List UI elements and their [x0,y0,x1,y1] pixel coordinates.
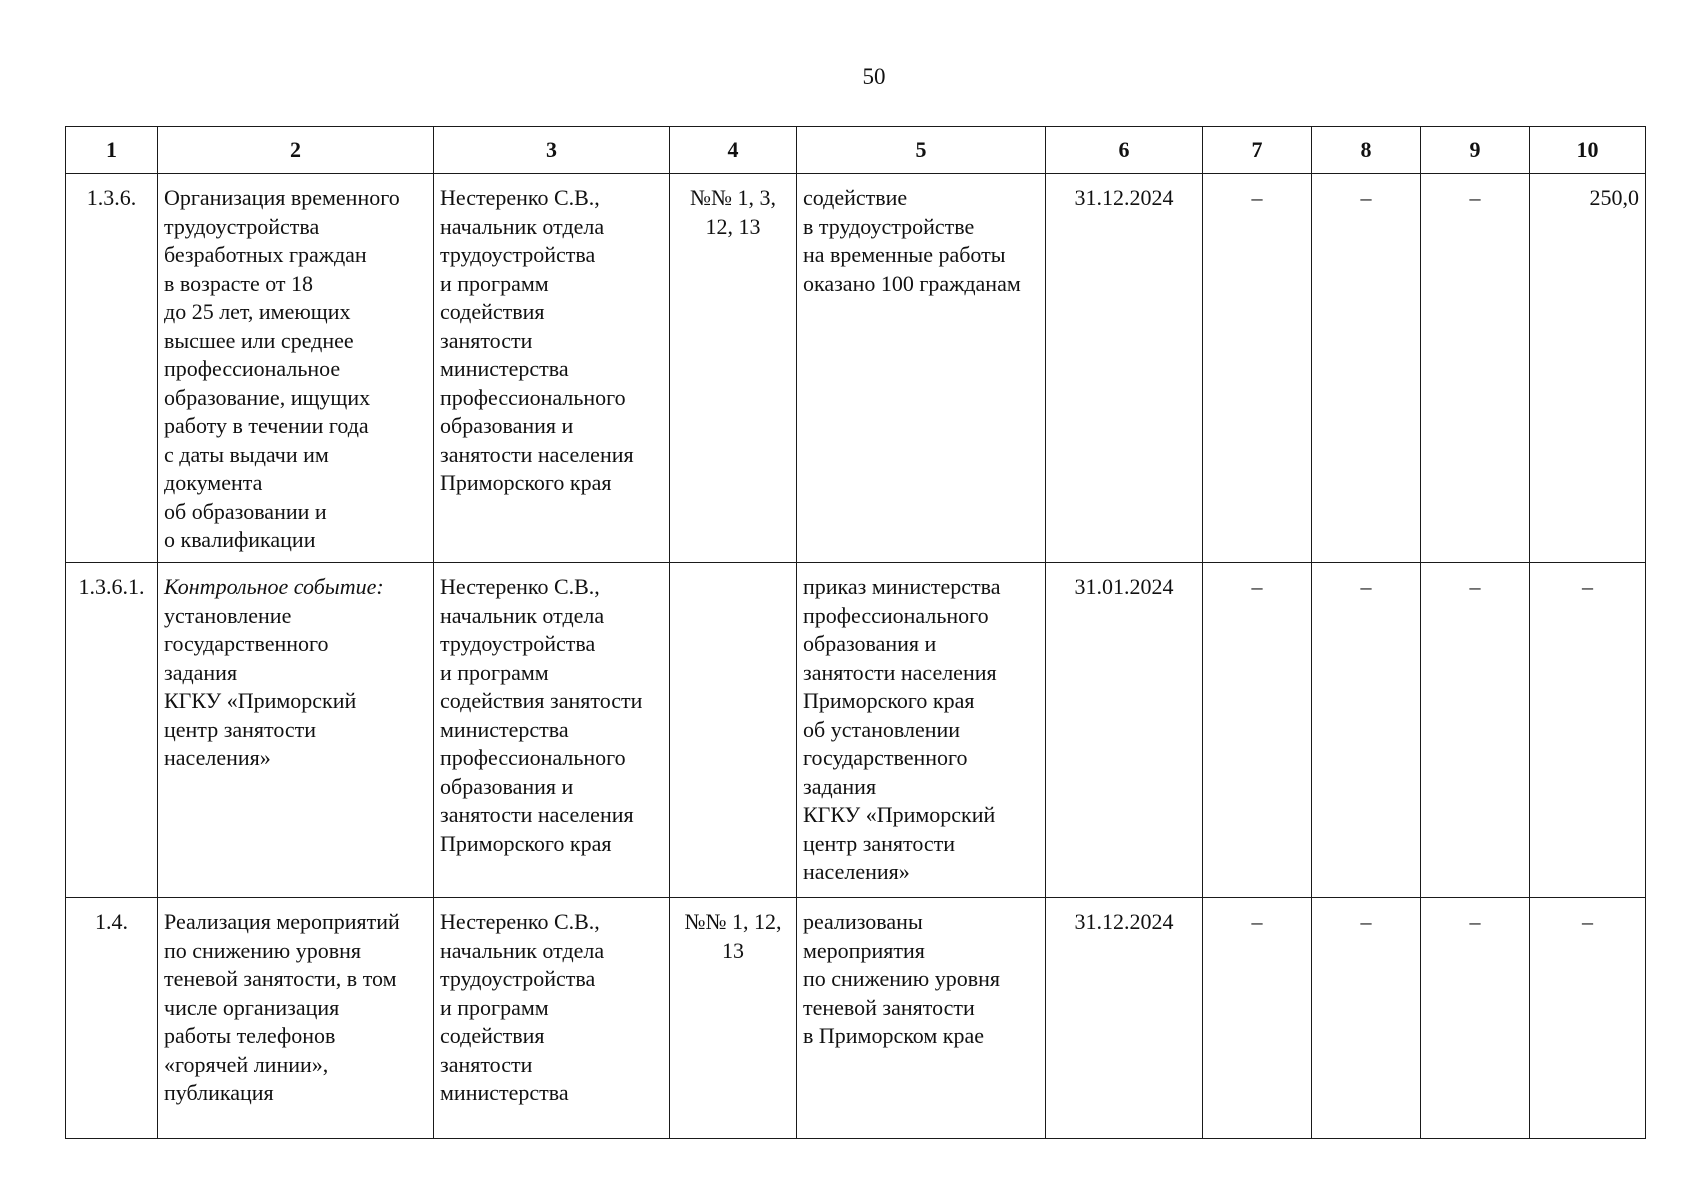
text-line: и программ [440,994,549,1020]
control-event-label: Контрольное событие: [164,574,384,599]
text-line: содействия [440,1023,545,1048]
text-line: Приморского края [440,470,612,495]
text-line: Приморского края [803,688,975,713]
text-line: занятости [440,1051,533,1077]
text-line: теневой занятости [803,994,975,1020]
text-line: министерства [440,716,569,742]
indicator-numbers [670,174,797,563]
text-line: профессионального [440,745,626,770]
activity-name [158,898,434,1139]
header-cell: 1 [66,127,158,174]
header-cell: 10 [1530,127,1646,174]
value-col9: – [1421,563,1530,898]
text-line: №№ 1, 3, [690,185,776,210]
expected-result [797,563,1046,898]
value-col7: – [1203,174,1312,563]
table-row [66,898,1646,1139]
responsible-person [434,563,670,898]
header-cell: 4 [670,127,797,174]
text-line: об образовании и [164,498,327,524]
header-cell: 5 [797,127,1046,174]
text-line: КГКУ «Приморский [164,688,357,713]
text-line: и программ [440,659,549,685]
activity-name [158,174,434,563]
text-line: о квалификации [164,527,316,552]
text-line: задания [803,773,877,799]
text-line: 12, 13 [705,213,761,239]
text-line: Нестеренко С.В., [440,909,600,934]
text-line: Нестеренко С.В., [440,574,600,599]
text-line: Организация временного [164,185,400,210]
text-line: образования и [803,631,937,656]
text-line: документа [164,470,263,495]
text-line: 13 [722,937,744,963]
text-line: приказ министерства [803,574,1001,599]
text-line: в трудоустройстве [803,213,975,239]
text-line: занятости [440,327,533,353]
header-cell: 2 [158,127,434,174]
text-line: безработных граждан [164,242,367,267]
text-line: населения» [803,859,910,884]
text-line: в возрасте от 18 [164,270,314,296]
text-line: на временные работы [803,242,1006,267]
text-line: начальник отдела [440,213,605,239]
value-col7: – [1203,898,1312,1139]
indicator-numbers [670,563,797,898]
value-col8: – [1312,898,1421,1139]
value-col7: – [1203,563,1312,898]
text-line: министерства [440,1080,569,1105]
value-col10: – [1530,898,1646,1139]
text-line: №№ 1, 12, [684,909,782,934]
text-line: занятости населения [803,659,997,685]
text-line: установление [164,602,292,628]
text-line: государственного [164,631,329,656]
responsible-person [434,174,670,563]
header-cell: 6 [1046,127,1203,174]
text-line: содействия [440,299,545,324]
text-line: реализованы [803,909,923,934]
text-line: начальник отдела [440,937,605,963]
table-row [66,174,1646,563]
header-cell: 7 [1203,127,1312,174]
text-line: трудоустройства [440,631,596,656]
text-line: трудоустройства [440,242,596,267]
text-line: «горячей линии», [164,1051,329,1077]
text-line: профессиональное [164,356,341,381]
header-cell: 9 [1421,127,1530,174]
value-col9: – [1421,898,1530,1139]
plan-table [65,126,1646,1139]
text-line: теневой занятости, в том [164,966,397,991]
expected-result [797,898,1046,1139]
text-line: центр занятости [803,830,956,856]
text-line: по снижению уровня [803,966,1001,991]
activity-name [158,563,434,898]
deadline-date: 31.01.2024 [1046,563,1203,898]
text-line: Нестеренко С.В., [440,185,600,210]
value-col9: – [1421,174,1530,563]
text-line: по снижению уровня [164,937,362,963]
text-line: образования и [440,413,574,438]
text-line: занятости населения [440,802,634,827]
value-col8: – [1312,563,1421,898]
text-line: КГКУ «Приморский [803,802,996,827]
text-line: работы телефонов [164,1023,336,1048]
text-line: содействие [803,185,908,210]
value-col8: – [1312,174,1421,563]
text-line: профессионального [803,602,989,628]
text-line: содействия занятости [440,688,643,713]
text-line: работу в течении года [164,413,369,438]
text-line: и программ [440,270,549,296]
value-col10: – [1530,563,1646,898]
deadline-date: 31.12.2024 [1046,174,1203,563]
activity-name-lines [164,602,427,773]
text-line: образование, ищущих [164,384,371,410]
text-line: центр занятости [164,716,317,742]
item-number: 1.3.6. [66,174,158,563]
text-line: числе организация [164,994,340,1020]
header-cell: 3 [434,127,670,174]
text-line: высшее или среднее [164,327,354,353]
item-number: 1.3.6.1. [66,563,158,898]
text-line: трудоустройства [440,966,596,991]
text-line: Приморского края [440,830,612,856]
deadline-date: 31.12.2024 [1046,898,1203,1139]
expected-result [797,174,1046,563]
table-row [66,563,1646,898]
text-line: задания [164,659,238,685]
text-line: занятости населения [440,441,634,467]
text-line: до 25 лет, имеющих [164,299,351,324]
text-line: Реализация мероприятий [164,909,400,934]
text-line: об установлении [803,716,961,742]
text-line: трудоустройства [164,213,320,239]
text-line: начальник отдела [440,602,605,628]
text-line: с даты выдачи им [164,441,329,467]
text-line: в Приморском крае [803,1023,985,1048]
text-line: населения» [164,745,271,770]
responsible-person [434,898,670,1139]
item-number: 1.4. [66,898,158,1139]
text-line: профессионального [440,384,626,410]
text-line: оказано 100 гражданам [803,270,1021,296]
text-line: публикация [164,1080,274,1105]
header-row [66,127,1646,174]
text-line: образования и [440,773,574,799]
text-line: государственного [803,745,968,770]
text-line: мероприятия [803,937,925,963]
page-number: 50 [862,64,886,89]
value-col10: 250,0 [1530,174,1646,563]
header-cell: 8 [1312,127,1421,174]
indicator-numbers [670,898,797,1139]
text-line: министерства [440,356,569,381]
